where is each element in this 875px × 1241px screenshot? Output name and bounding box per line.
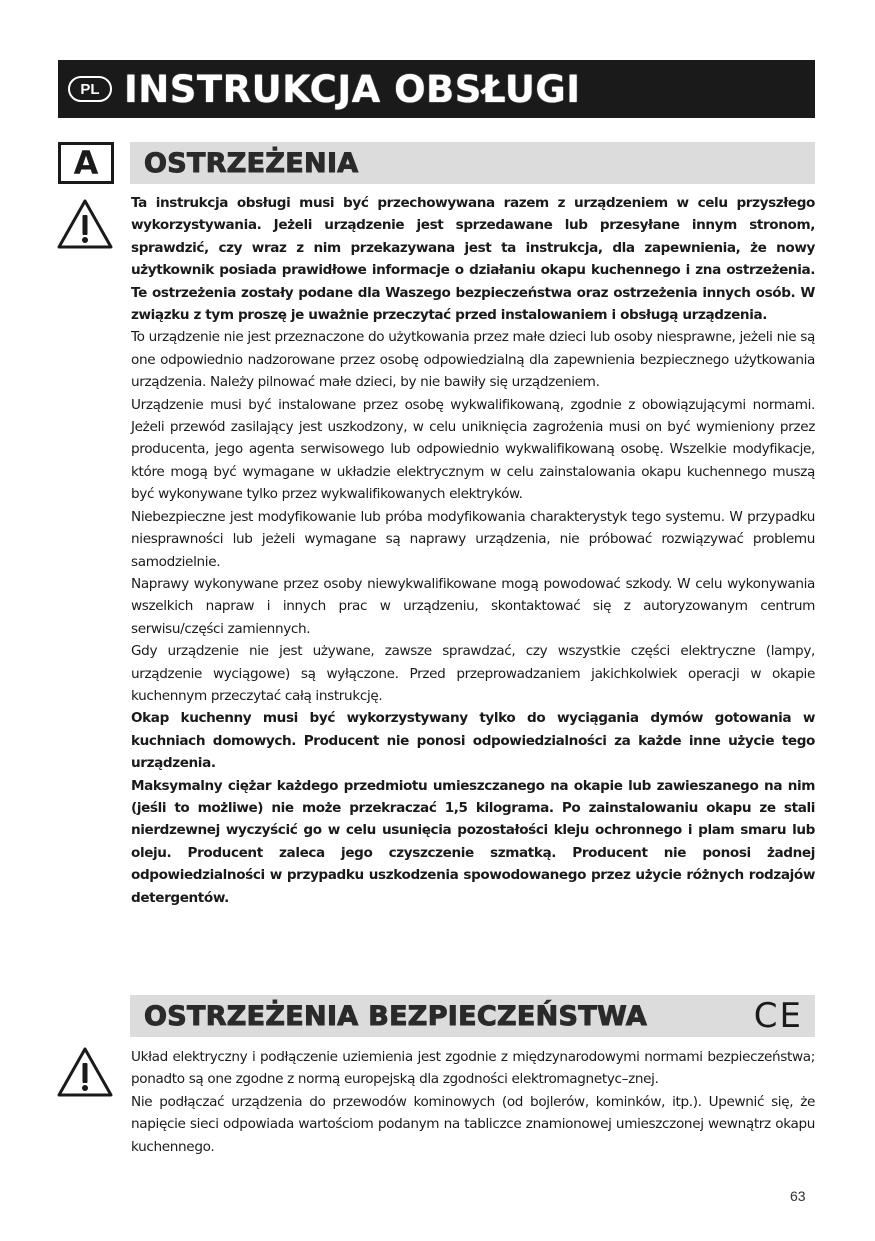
safety-text xyxy=(131,1046,815,1158)
warnings-paragraph: To urządzenie nie jest przeznaczone do użytkowania przez małe dzieci lub osoby niesprawne, jeżeli nie są one odpowiednio nadzorowane przez osobę odpowiedzialną dla zapewnienia bezpiecznego użytkowania urządzenia. Należy pilnować małe dzieci, by nie bawiły się urządzeniem. xyxy=(131,329,815,391)
safety-paragraph: Nie podłączać urządzenia do przewodów kominowych (od bojlerów, kominków, itp.). Upewnić się, że napięcie sieci odpowiada wartościom podanym na tabliczce znamionowej umieszczonej wewnątrz okapu kuchennego. xyxy=(131,1093,815,1155)
warning-triangle-icon xyxy=(56,198,114,250)
safety-paragraph: Układ elektryczny i podłączenie uziemienia jest zgodnie z międzynarodowymi normami bezpieczeństwa; ponadto są one zgodne z normą europejską dla zgodności elektromagnetyc–znej. xyxy=(131,1049,815,1088)
page-title: INSTRUKCJA OBSŁUGI xyxy=(124,67,581,111)
ce-mark-logo: CE xyxy=(753,996,803,1036)
section-header-warnings xyxy=(130,142,815,184)
warnings-paragraph: Gdy urządzenie nie jest używane, zawsze sprawdzać, czy wszystkie części elektryczne (lampy, urządzenie wyciągowe) są wyłączone. Przed przeprowadzaniem jakichkolwiek operacji w okapie kuchennym przeczytać całą instrukcję. xyxy=(131,643,815,704)
warnings-paragraph: Okap kuchenny musi być wykorzystywany tylko do wyciągania dymów gotowania w kuchniach domowych. Producent nie ponosi odpowiedzialności za każde inne użycie tego urządzenia. xyxy=(131,710,815,772)
warnings-paragraph: Maksymalny ciężar każdego przedmiotu umieszczanego na okapie lub zawieszanego na nim (jeśli to możliwe) nie może przekraczać 1,5 kilograma. Po zainstalowaniu okapu ze stali nierdzewnej wyczyścić go w celu usunięcia pozostałości kleju ochronnego i plam smaru lub oleju. Producent zaleca jego czyszczenie szmatką. Producent nie ponosi żadnej odpowiedzialności w przypadku uszkodzenia spowodowanego przez użycie różnych rodzajów detergentów. xyxy=(131,777,815,906)
section-letter: A xyxy=(58,142,114,184)
warning-triangle-icon xyxy=(56,1046,114,1098)
section-title-warnings: OSTRZEŻENIA xyxy=(144,147,359,179)
warnings-paragraph: Ta instrukcja obsługi musi być przechowywana razem z urządzeniem w celu przyszłego wykorzystywania. Jeżeli urządzenie jest sprzedawane lub przesyłane innym stronom, sprawdzić, czy wraz z nim przekazywana jest ta instrukcja, dla zapewnienia, że nowy użytkownik posiada prawidłowe informacje o działaniu okapu kuchennego i zna ostrzeżenia. Te ostrzeżenia zostały podane dla Waszego bezpieczeństwa oraz ostrzeżenia innych osób. W związku z tym proszę je uważnie przeczytać przed instalowaniem i obsługą urządzenia. xyxy=(131,195,815,324)
manual-title-bar xyxy=(58,60,815,118)
warnings-paragraph: Urządzenie musi być instalowane przez osobę wykwalifikowaną, zgodnie z obowiązującymi normami. Jeżeli przewód zasilający jest uszkodzony, w celu uniknięcia zagrożenia musi on być wymieniony przez producenta, jego agenta serwisowego lub odpowiednio wykwalifikowaną osobę. Wszelkie modyfikacje, które mogą być wymagane w układzie elektrycznym w celu zainstalowania okapu kuchennego muszą być wykonywane tylko przez wykwalifikowanych elektryków. xyxy=(131,396,815,503)
section-title-safety: OSTRZEŻENIA BEZPIECZEŃSTWA xyxy=(144,1000,648,1032)
page-number: 63 xyxy=(790,1188,806,1204)
warnings-paragraph: Naprawy wykonywane przez osoby niewykwalifikowane mogą powodować szkody. W celu wykonywania wszelkich napraw i innych prac w urządzeniu, skontaktować się z autoryzowanym centrum serwisu/części zamiennych. xyxy=(131,575,815,637)
section-header-safety xyxy=(130,995,815,1037)
warnings-paragraph: Niebezpieczne jest modyfikowanie lub próba modyfikowania charakterystyk tego systemu. W przypadku niesprawności lub jeżeli wymagane są naprawy urządzenia, nie próbować rozwiązywać problemu samodzielnie. xyxy=(131,508,815,570)
language-badge: PL xyxy=(68,76,112,102)
warnings-text xyxy=(131,192,815,909)
